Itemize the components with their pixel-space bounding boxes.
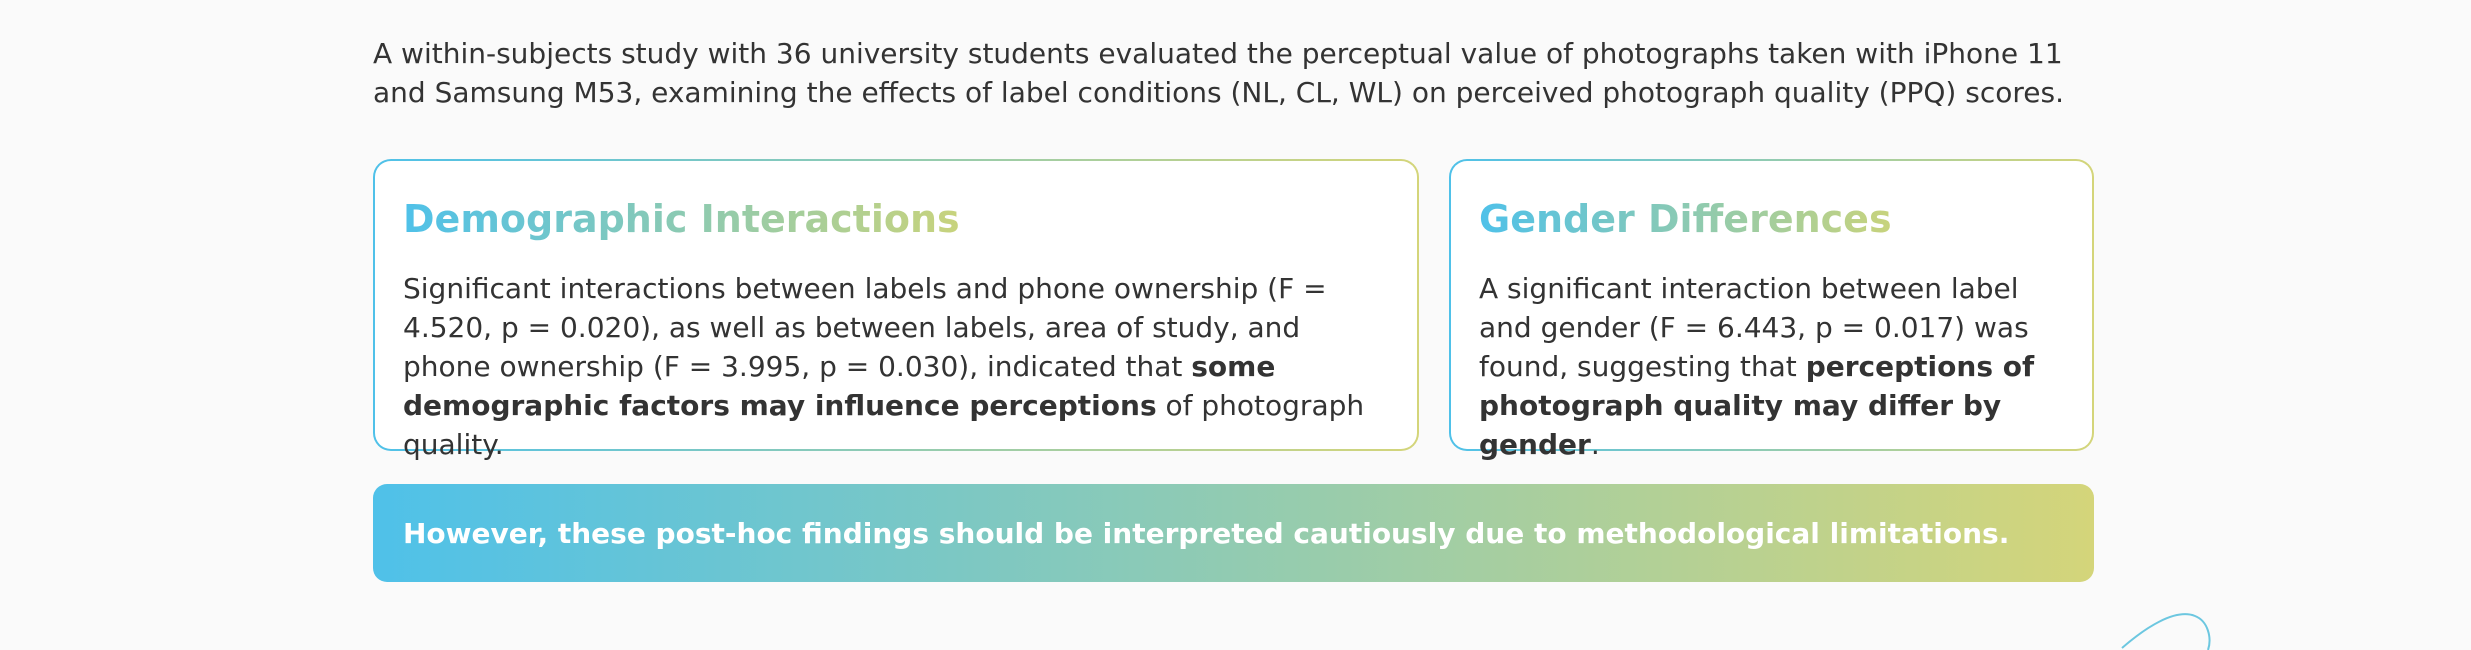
caution-banner-text: However, these post-hoc findings should be interpreted cautiously due to methodological limitations. — [403, 516, 2010, 550]
card-body-text-end: . — [1590, 428, 1600, 461]
card-title: Demographic Interactions — [403, 193, 960, 245]
caution-banner — [373, 484, 2094, 582]
card-body-emphasis: perceptions of photograph quality may differ by gender — [1479, 350, 2035, 461]
card-body — [1479, 269, 2064, 464]
demographic-interactions-card — [373, 159, 1419, 461]
decorative-curve-icon — [2100, 600, 2240, 650]
card-body-text: Significant interactions between labels and phone ownership (F = 4.520, p = 0.020), as well as between labels, area of study, and phone ownership (F = 3.995, p = 0.030), indicated that — [403, 272, 1327, 383]
decorative-curve — [2100, 600, 2240, 650]
gender-differences-card — [1449, 159, 2094, 461]
card-body — [403, 269, 1389, 464]
intro-paragraph: A within-subjects study with 36 university students evaluated the perceptual value of photographs taken with iPhone 11 and Samsung M53, examining the effects of label conditions (NL, CL, WL) on perceived photograph quality (PPQ) scores. — [373, 37, 2064, 109]
card-title: Gender Differences — [1479, 193, 1892, 245]
card-body-text-end: of photograph quality. — [403, 389, 1365, 461]
card-body-text: A significant interaction between label and gender (F = 6.443, p = 0.017) was found, suggesting that — [1479, 272, 2029, 383]
card-body-emphasis: some demographic factors may influence perceptions — [403, 350, 1276, 422]
